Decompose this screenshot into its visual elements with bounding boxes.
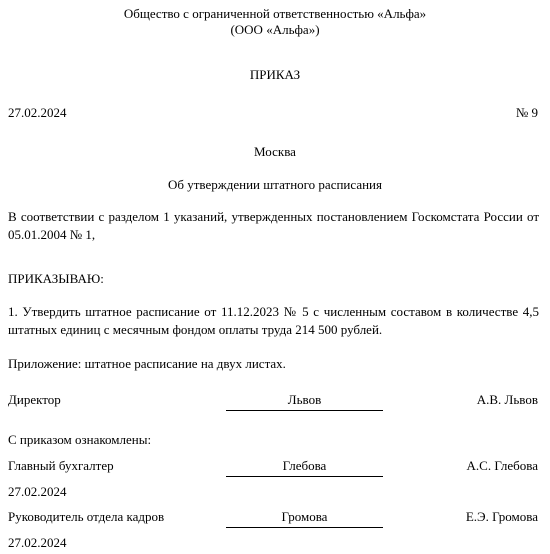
preamble-paragraph: В соответствии с разделом 1 указаний, утвержденных постановлением Госкомстата России от 05.01.2004 № 1, bbox=[8, 209, 539, 242]
director-signature-line bbox=[226, 410, 383, 411]
document-city: Москва bbox=[254, 144, 296, 159]
accountant-position: Главный бухгалтер bbox=[8, 458, 114, 473]
hr-head-position: Руководитель отдела кадров bbox=[8, 509, 165, 524]
org-short-name: (ООО «Альфа») bbox=[230, 22, 320, 37]
hr-head-signature-line bbox=[226, 527, 383, 528]
org-full-name: Общество с ограниченной ответственностью «Альфа» bbox=[123, 6, 427, 21]
document-type-title: ПРИКАЗ bbox=[249, 67, 301, 82]
order-item-1: 1. Утвердить штатное расписание от 11.12.2023 № 5 с численным составом в количестве 4,5 штатных единиц с месячным фондом оплаты труда 214 500 рублей. bbox=[8, 304, 539, 337]
acquainted-label: С приказом ознакомлены: bbox=[8, 432, 152, 447]
director-name: А.В. Львов bbox=[476, 392, 538, 407]
hr-head-signature: Громова bbox=[281, 509, 328, 524]
hr-head-name: Е.Э. Громова bbox=[465, 509, 538, 524]
accountant-signature: Глебова bbox=[282, 458, 327, 473]
director-position: Директор bbox=[8, 392, 61, 407]
document-date: 27.02.2024 bbox=[8, 105, 67, 120]
accountant-name: А.С. Глебова bbox=[466, 458, 538, 473]
accountant-signature-line bbox=[226, 476, 383, 477]
director-signature: Львов bbox=[287, 392, 322, 407]
order-word: ПРИКАЗЫВАЮ: bbox=[8, 271, 104, 286]
hr-head-sign-date: 27.02.2024 bbox=[8, 535, 67, 550]
document-number: № 9 bbox=[515, 105, 538, 120]
accountant-sign-date: 27.02.2024 bbox=[8, 484, 67, 499]
document-subject: Об утверждении штатного расписания bbox=[168, 177, 382, 192]
attachment-note: Приложение: штатное расписание на двух листах. bbox=[8, 356, 286, 371]
